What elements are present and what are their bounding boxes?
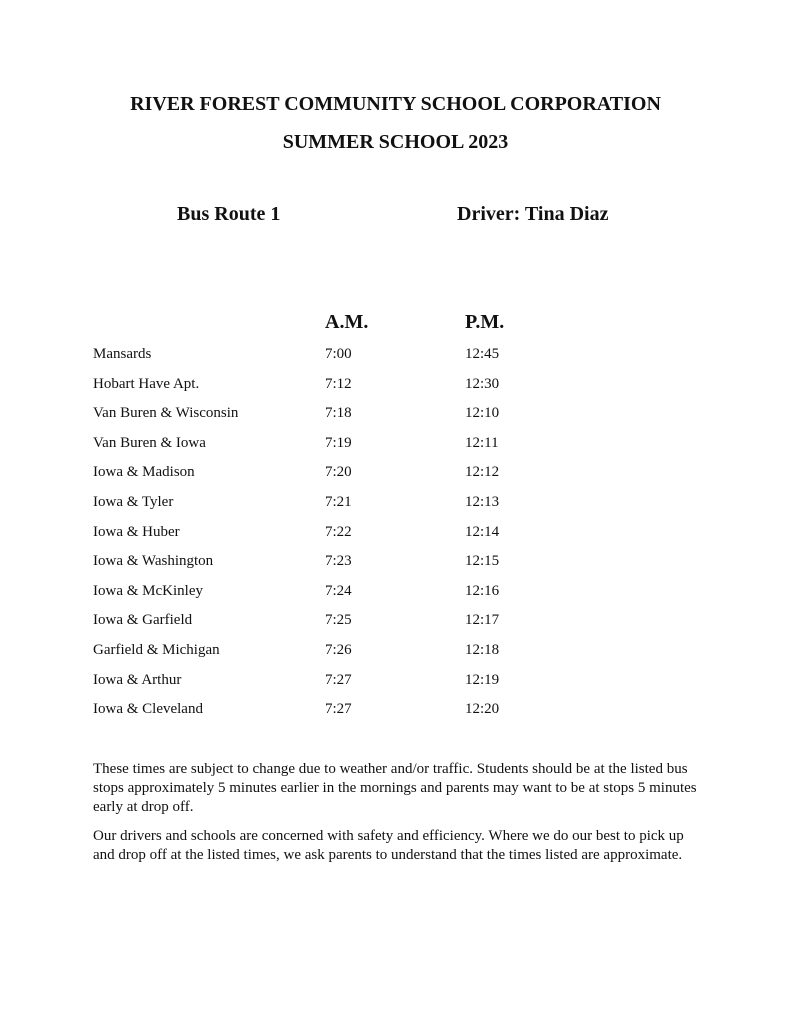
stop-am-time: 7:23 (325, 553, 352, 570)
stop-am-time: 7:25 (325, 612, 352, 629)
driver-name: Driver: Tina Diaz (457, 203, 609, 225)
table-row (93, 462, 553, 492)
stop-pm-time: 12:11 (465, 434, 499, 451)
stop-name: Iowa & Tyler (93, 493, 174, 510)
stop-name: Iowa & Arthur (93, 671, 182, 688)
stop-am-time: 7:21 (325, 493, 352, 510)
stop-name: Hobart Have Apt. (93, 375, 200, 392)
stop-pm-time: 12:16 (465, 582, 500, 599)
table-row (93, 551, 553, 581)
table-row (93, 581, 553, 611)
program-title: SUMMER SCHOOL 2023 (282, 131, 509, 153)
table-row (93, 344, 553, 374)
stop-pm-time: 12:10 (465, 405, 500, 422)
stop-am-time: 7:18 (325, 405, 352, 422)
stop-am-time: 7:22 (325, 523, 352, 540)
stop-pm-time: 12:17 (465, 612, 500, 629)
stop-am-time: 7:12 (325, 375, 352, 392)
table-row (93, 610, 553, 640)
note-paragraph-schedule-changes: These times are subject to change due to weather and/or traffic. Students should be at the listed bus stops approximately 5 minutes earlier in the mornings and parents may want to be at stops 5 minutes early at drop off. (93, 761, 697, 815)
column-header-am: A.M. (325, 311, 369, 333)
stop-name: Garfield & Michigan (93, 641, 220, 658)
stop-name: Iowa & Cleveland (93, 701, 203, 718)
stop-am-time: 7:20 (325, 464, 352, 481)
stop-name: Iowa & Huber (93, 523, 180, 540)
stop-pm-time: 12:12 (465, 464, 500, 481)
stop-pm-time: 12:20 (465, 701, 500, 718)
table-row (93, 670, 553, 700)
table-row (93, 403, 553, 433)
stop-name: Mansards (93, 346, 152, 362)
notes-section (93, 760, 703, 875)
table-row (93, 433, 553, 463)
stop-pm-time: 12:14 (465, 523, 500, 540)
table-row (93, 640, 553, 670)
stop-am-time: 7:27 (325, 671, 352, 688)
note-paragraph-safety: Our drivers and schools are concerned with safety and efficiency. Where we do our best to pick up and drop off at the listed times, we ask parents to understand that the times listed are approximate. (93, 828, 684, 863)
stop-pm-time: 12:19 (465, 671, 500, 688)
table-row (93, 492, 553, 522)
stop-pm-time: 12:15 (465, 553, 500, 570)
stop-pm-time: 12:18 (465, 641, 500, 658)
stop-pm-time: 12:45 (465, 346, 500, 362)
stop-name: Iowa & McKinley (93, 582, 203, 599)
stop-am-time: 7:00 (325, 346, 352, 362)
stop-name: Iowa & Washington (93, 553, 214, 570)
route-name: Bus Route 1 (177, 203, 281, 225)
column-header-pm: P.M. (465, 311, 505, 333)
table-row (93, 699, 553, 729)
stop-schedule-table (93, 344, 553, 729)
stop-name: Van Buren & Iowa (93, 434, 206, 451)
stop-pm-time: 12:30 (465, 375, 500, 392)
stop-pm-time: 12:13 (465, 493, 500, 510)
stop-am-time: 7:19 (325, 434, 352, 451)
stop-am-time: 7:24 (325, 582, 352, 599)
table-row (93, 522, 553, 552)
stop-am-time: 7:27 (325, 701, 352, 718)
stop-name: Iowa & Garfield (93, 612, 193, 629)
organization-title: RIVER FOREST COMMUNITY SCHOOL CORPORATION (130, 93, 661, 115)
stop-name: Van Buren & Wisconsin (93, 405, 239, 422)
stop-name: Iowa & Madison (93, 464, 195, 481)
table-row (93, 374, 553, 404)
stop-am-time: 7:26 (325, 641, 352, 658)
